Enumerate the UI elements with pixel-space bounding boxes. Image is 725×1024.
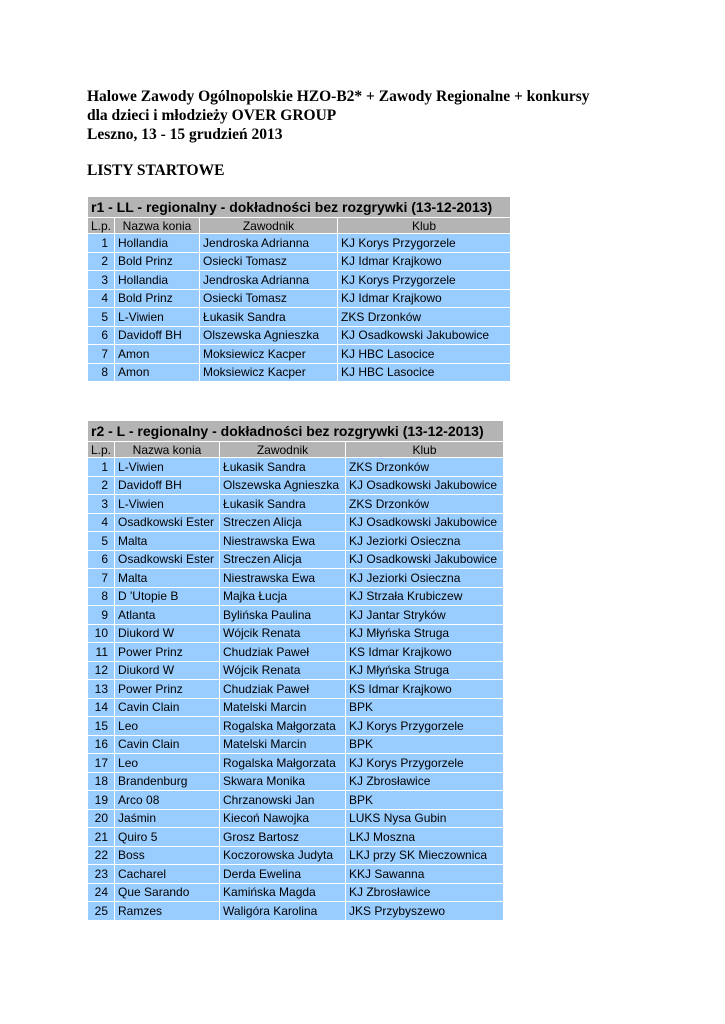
cell-horse-name: L-Viwien (115, 495, 220, 514)
cell-horse-name: Boss (115, 846, 220, 865)
cell-lp: 24 (88, 883, 115, 902)
header-line-3: Leszno, 13 - 15 grudzień 2013 (87, 126, 283, 143)
cell-club: ZKS Drzonków (346, 495, 504, 514)
header-line-2: dla dzieci i młodzieży OVER GROUP (87, 107, 337, 124)
cell-rider: Streczen Alicja (220, 513, 346, 532)
cell-lp: 6 (88, 550, 115, 569)
cell-club: LKJ Moszna (346, 828, 504, 847)
table-body (88, 234, 511, 382)
cell-rider: Kiecoń Nawojka (220, 809, 346, 828)
cell-club: KS Idmar Krajkowo (346, 643, 504, 662)
cell-club: KJ Korys Przygorzele (338, 271, 511, 290)
cell-rider: Chudziak Paweł (220, 643, 346, 662)
cell-rider: Chudziak Paweł (220, 680, 346, 699)
cell-horse-name: Davidoff BH (115, 326, 200, 345)
cell-horse-name: Jaśmin (115, 809, 220, 828)
cell-horse-name: Malta (115, 532, 220, 551)
table-row (88, 828, 504, 847)
table-row (88, 458, 504, 477)
cell-horse-name: Brandenburg (115, 772, 220, 791)
start-list-table-r2 (87, 420, 504, 921)
cell-rider: Matelski Marcin (220, 735, 346, 754)
cell-lp: 21 (88, 828, 115, 847)
table-row (88, 326, 511, 345)
table-row (88, 476, 504, 495)
column-header-lp: L.p. (88, 442, 115, 458)
cell-horse-name: Davidoff BH (115, 476, 220, 495)
column-header-lp: L.p. (88, 218, 115, 234)
cell-club: KJ Młyńska Struga (346, 624, 504, 643)
cell-horse-name: Cavin Clain (115, 735, 220, 754)
cell-lp: 17 (88, 754, 115, 773)
cell-rider: Olszewska Agnieszka (220, 476, 346, 495)
cell-rider: Wójcik Renata (220, 661, 346, 680)
table-row (88, 587, 504, 606)
cell-rider: Łukasik Sandra (220, 495, 346, 514)
cell-rider: Streczen Alicja (220, 550, 346, 569)
cell-club: LUKS Nysa Gubin (346, 809, 504, 828)
cell-club: KJ Osadkowski Jakubowice (346, 550, 504, 569)
column-header-horse: Nazwa konia (115, 442, 220, 458)
cell-horse-name: D 'Utopie B (115, 587, 220, 606)
table-row (88, 809, 504, 828)
cell-lp: 8 (88, 587, 115, 606)
table-row (88, 252, 511, 271)
cell-club: KJ Idmar Krajkowo (338, 289, 511, 308)
cell-club: KJ Osadkowski Jakubowice (346, 476, 504, 495)
column-header-club: Klub (338, 218, 511, 234)
cell-lp: 9 (88, 606, 115, 625)
cell-horse-name: Arco 08 (115, 791, 220, 810)
cell-rider: Moksiewicz Kacper (200, 363, 338, 382)
cell-lp: 1 (88, 234, 115, 253)
cell-rider: Osiecki Tomasz (200, 289, 338, 308)
cell-lp: 20 (88, 809, 115, 828)
cell-lp: 4 (88, 289, 115, 308)
table-row (88, 902, 504, 921)
table-row (88, 513, 504, 532)
cell-club: KKJ Sawanna (346, 865, 504, 884)
column-header-club: Klub (346, 442, 504, 458)
cell-rider: Bylińska Paulina (220, 606, 346, 625)
cell-rider: Matelski Marcin (220, 698, 346, 717)
column-header-rider: Zawodnik (200, 218, 338, 234)
cell-horse-name: Hollandia (115, 234, 200, 253)
cell-rider: Olszewska Agnieszka (200, 326, 338, 345)
cell-horse-name: Osadkowski Ester (115, 550, 220, 569)
cell-lp: 3 (88, 271, 115, 290)
cell-lp: 14 (88, 698, 115, 717)
table-row (88, 643, 504, 662)
cell-club: KJ HBC Lasocice (338, 363, 511, 382)
cell-rider: Osiecki Tomasz (200, 252, 338, 271)
table-row (88, 308, 511, 327)
table-row (88, 289, 511, 308)
cell-club: KJ Korys Przygorzele (338, 234, 511, 253)
cell-lp: 4 (88, 513, 115, 532)
cell-club: KJ Zbrosławice (346, 772, 504, 791)
cell-horse-name: Quiro 5 (115, 828, 220, 847)
cell-lp: 5 (88, 308, 115, 327)
cell-rider: Niestrawska Ewa (220, 532, 346, 551)
cell-horse-name: Malta (115, 569, 220, 588)
table-row (88, 624, 504, 643)
cell-lp: 11 (88, 643, 115, 662)
cell-lp: 12 (88, 661, 115, 680)
cell-lp: 7 (88, 345, 115, 364)
cell-horse-name: Ramzes (115, 902, 220, 921)
cell-club: KJ Zbrosławice (346, 883, 504, 902)
cell-rider: Grosz Bartosz (220, 828, 346, 847)
cell-horse-name: Amon (115, 345, 200, 364)
table-row (88, 883, 504, 902)
cell-lp: 16 (88, 735, 115, 754)
cell-club: KJ Młyńska Struga (346, 661, 504, 680)
cell-lp: 10 (88, 624, 115, 643)
cell-club: KJ Jeziorki Osieczna (346, 569, 504, 588)
column-header-horse: Nazwa konia (115, 218, 200, 234)
cell-lp: 2 (88, 252, 115, 271)
cell-lp: 3 (88, 495, 115, 514)
cell-club: ZKS Drzonków (338, 308, 511, 327)
cell-horse-name: Bold Prinz (115, 289, 200, 308)
cell-lp: 13 (88, 680, 115, 699)
cell-club: KJ Korys Przygorzele (346, 717, 504, 736)
cell-lp: 18 (88, 772, 115, 791)
cell-horse-name: Leo (115, 717, 220, 736)
cell-lp: 25 (88, 902, 115, 921)
start-list-table-r1 (87, 196, 511, 382)
table-caption: r2 - L - regionalny - dokładności bez rozgrywki (13-12-2013) (88, 421, 504, 442)
cell-lp: 23 (88, 865, 115, 884)
table-row (88, 717, 504, 736)
cell-horse-name: Hollandia (115, 271, 200, 290)
cell-club: BPK (346, 735, 504, 754)
cell-lp: 8 (88, 363, 115, 382)
column-header-rider: Zawodnik (220, 442, 346, 458)
table-row (88, 550, 504, 569)
cell-horse-name: Amon (115, 363, 200, 382)
cell-club: BPK (346, 698, 504, 717)
cell-rider: Łukasik Sandra (220, 458, 346, 477)
cell-rider: Niestrawska Ewa (220, 569, 346, 588)
table-row (88, 569, 504, 588)
cell-lp: 6 (88, 326, 115, 345)
table-row (88, 661, 504, 680)
table-row (88, 754, 504, 773)
cell-rider: Derda Ewelina (220, 865, 346, 884)
cell-horse-name: Cavin Clain (115, 698, 220, 717)
section-title: LISTY STARTOWE (87, 162, 225, 179)
cell-lp: 22 (88, 846, 115, 865)
table-row (88, 735, 504, 754)
cell-lp: 2 (88, 476, 115, 495)
cell-lp: 7 (88, 569, 115, 588)
cell-horse-name: L-Viwien (115, 458, 220, 477)
table-row (88, 345, 511, 364)
cell-club: KJ Osadkowski Jakubowice (338, 326, 511, 345)
cell-club: KJ Osadkowski Jakubowice (346, 513, 504, 532)
cell-rider: Chrzanowski Jan (220, 791, 346, 810)
table-caption: r1 - LL - regionalny - dokładności bez rozgrywki (13-12-2013) (88, 197, 511, 218)
cell-rider: Majka Łucja (220, 587, 346, 606)
cell-club: ZKS Drzonków (346, 458, 504, 477)
table-body (88, 458, 504, 921)
cell-horse-name: Power Prinz (115, 680, 220, 699)
cell-rider: Waligóra Karolina (220, 902, 346, 921)
table-row (88, 495, 504, 514)
cell-club: KS Idmar Krajkowo (346, 680, 504, 699)
cell-rider: Łukasik Sandra (200, 308, 338, 327)
document-header (87, 87, 590, 144)
cell-rider: Koczorowska Judyta (220, 846, 346, 865)
table-row (88, 532, 504, 551)
cell-horse-name: Power Prinz (115, 643, 220, 662)
cell-horse-name: Osadkowski Ester (115, 513, 220, 532)
cell-rider: Rogalska Małgorzata (220, 754, 346, 773)
cell-rider: Rogalska Małgorzata (220, 717, 346, 736)
cell-rider: Kamińska Magda (220, 883, 346, 902)
cell-rider: Skwara Monika (220, 772, 346, 791)
cell-club: KJ Strzała Krubiczew (346, 587, 504, 606)
cell-rider: Jendroska Adrianna (200, 271, 338, 290)
cell-horse-name: Cacharel (115, 865, 220, 884)
cell-club: KJ Jeziorki Osieczna (346, 532, 504, 551)
table-row (88, 234, 511, 253)
cell-rider: Jendroska Adrianna (200, 234, 338, 253)
cell-rider: Wójcik Renata (220, 624, 346, 643)
cell-club: KJ Idmar Krajkowo (338, 252, 511, 271)
cell-club: BPK (346, 791, 504, 810)
table-row (88, 271, 511, 290)
table-row (88, 606, 504, 625)
cell-horse-name: Bold Prinz (115, 252, 200, 271)
table-row (88, 865, 504, 884)
cell-horse-name: Diukord W (115, 624, 220, 643)
cell-club: JKS Przybyszewo (346, 902, 504, 921)
cell-lp: 19 (88, 791, 115, 810)
table-row (88, 363, 511, 382)
table-row (88, 698, 504, 717)
table-row (88, 846, 504, 865)
cell-lp: 5 (88, 532, 115, 551)
cell-club: KJ Jantar Stryków (346, 606, 504, 625)
cell-club: KJ Korys Przygorzele (346, 754, 504, 773)
cell-rider: Moksiewicz Kacper (200, 345, 338, 364)
cell-horse-name: Diukord W (115, 661, 220, 680)
table-row (88, 680, 504, 699)
cell-club: LKJ przy SK Mieczownica (346, 846, 504, 865)
cell-horse-name: Leo (115, 754, 220, 773)
header-line-1: Halowe Zawody Ogólnopolskie HZO-B2* + Zawody Regionalne + konkursy (87, 88, 590, 105)
table-row (88, 791, 504, 810)
cell-horse-name: Que Sarando (115, 883, 220, 902)
cell-lp: 15 (88, 717, 115, 736)
table-row (88, 772, 504, 791)
cell-horse-name: Atlanta (115, 606, 220, 625)
cell-club: KJ HBC Lasocice (338, 345, 511, 364)
cell-lp: 1 (88, 458, 115, 477)
cell-horse-name: L-Viwien (115, 308, 200, 327)
